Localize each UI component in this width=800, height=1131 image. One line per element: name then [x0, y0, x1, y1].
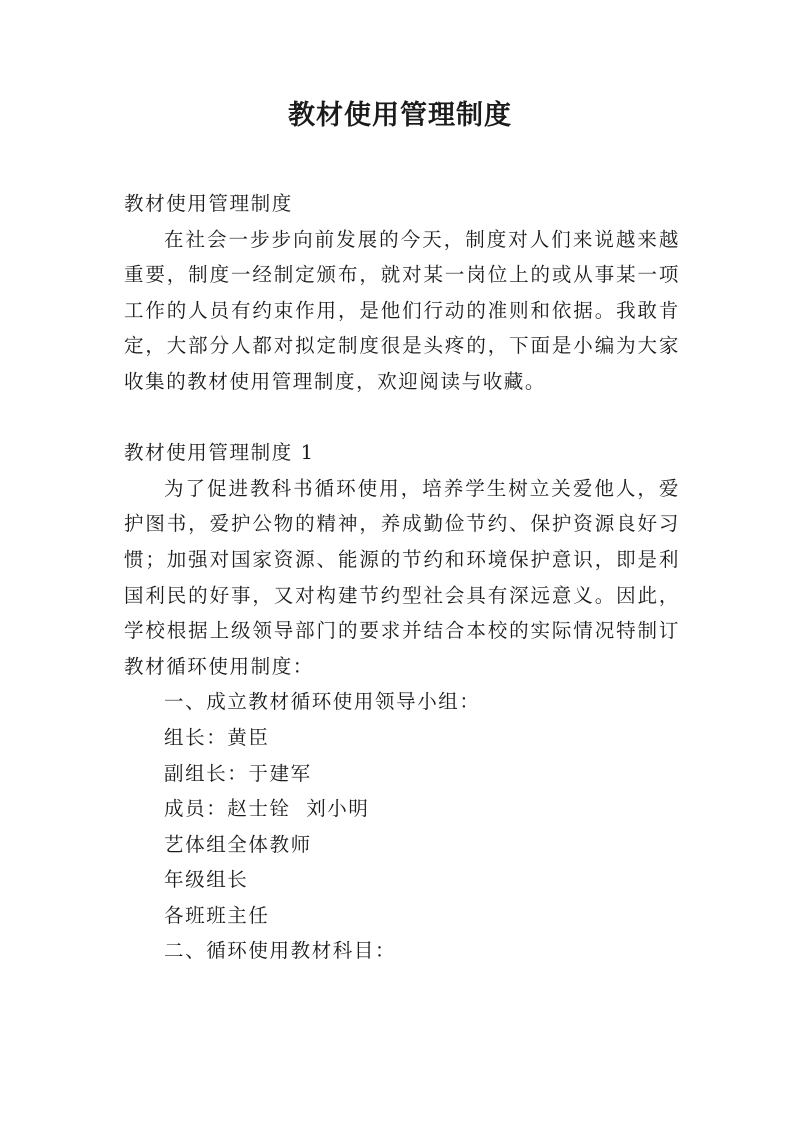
paragraph-spacer [124, 400, 680, 436]
group-leader: 组长：黄臣 [164, 725, 270, 749]
group-grade-leaders: 年级组长 [164, 868, 249, 892]
group-members: 成员：赵士铨 刘小明 [164, 797, 370, 821]
section-paragraph: 为了促进教科书循环使用，培养学生树立关爱他人，爱护图书，爱护公物的精神，养成勤俭节约、保护资源良好习惯；加强对国家资源、能源的节约和环境保护意识，即是利国利民的好事，又对构建节约型社会具有深远意义。因此，学校根据上级领导部门的要求并结合本校的实际情况特制订教材循环使用制度： [124, 476, 680, 678]
group-art-teachers: 艺体组全体教师 [164, 832, 312, 856]
intro-paragraph: 在社会一步步向前发展的今天，制度对人们来说越来越重要，制度一经制定颁布，就对某一岗位上的或从事某一项工作的人员有约束作用，是他们行动的准则和依据。我敢肯定，大部分人都对拟定制度很是头疼的，下面是小编为大家收集的教材使用管理制度，欢迎阅读与收藏。 [124, 227, 680, 393]
document-title: 教材使用管理制度 [288, 100, 512, 131]
document-body [124, 186, 680, 969]
list-heading-2: 二、循环使用教材科目： [164, 939, 397, 963]
section-heading: 教材使用管理制度 1 [124, 441, 315, 465]
list-heading-1: 一、成立教材循环使用领导小组： [164, 690, 481, 714]
document-subtitle: 教材使用管理制度 [124, 192, 293, 215]
group-class-teachers: 各班班主任 [164, 903, 270, 927]
group-deputy-leader: 副组长：于建军 [164, 761, 312, 785]
